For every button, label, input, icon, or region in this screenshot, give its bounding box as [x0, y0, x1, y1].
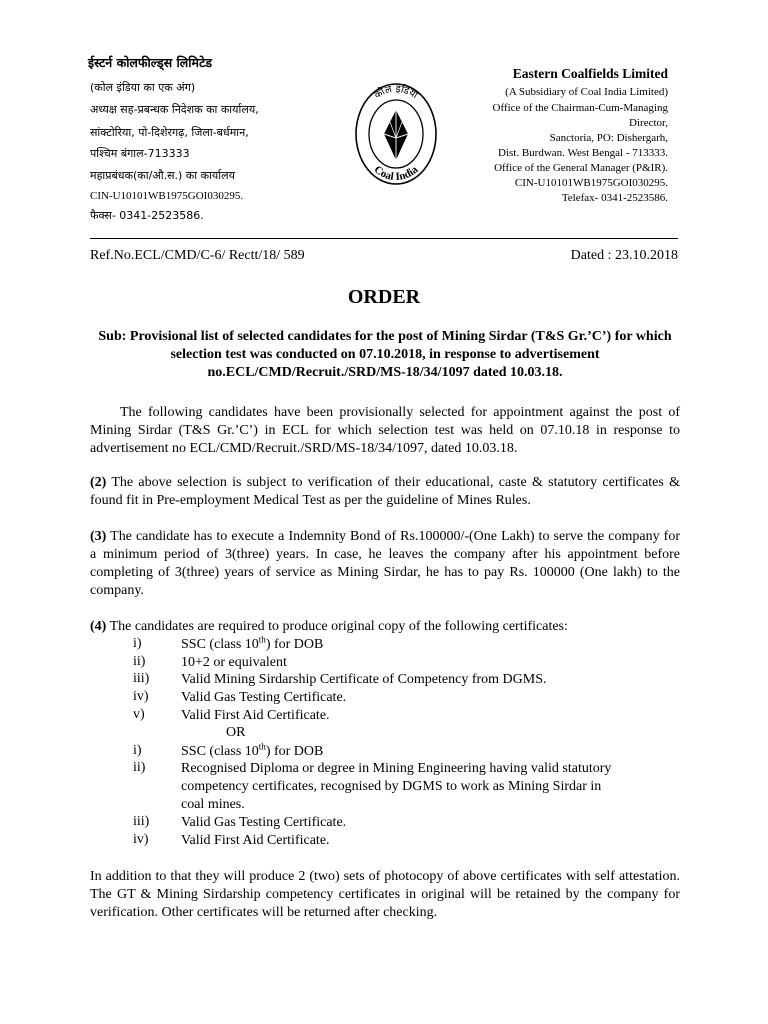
english-cin: CIN-U10101WB1975GOI030295. [514, 177, 668, 189]
english-company-name: Eastern Coalfields Limited [512, 66, 668, 81]
paragraph-3-number: (3) [90, 529, 107, 544]
paragraph-4 [90, 618, 680, 636]
list-item: Valid First Aid Certificate. [181, 833, 330, 848]
list-item-number: iv) [133, 689, 149, 704]
list-item-number: ii) [133, 654, 146, 669]
paragraph-1: The following candidates have been provisionally selected for appointment against the post of Mining Sirdar (T&S Gr.’C’) in ECL for which selection test was held on 07.10.18 in response to advertisement no ECL/CMD/Recruit./SRD/MS-18/34/1097, dated 10.03.18. [90, 405, 680, 456]
paragraph-5: In addition to that they will produce 2 (two) sets of photocopy of above certificates with self attestation. The GT & Mining Sirdarship competency certificates in original will be retained by the company for verification. Other certificates will be returned after checking. [90, 869, 680, 920]
list-item-number: i) [133, 636, 142, 651]
paragraph-2-text: The above selection is subject to verification of their educational, caste & statutory certificates & found fit in Pre-employment Medical Test as per the guideline of Mines Rules. [90, 475, 680, 508]
list-item-number: ii) [133, 760, 146, 775]
paragraph-2 [90, 474, 680, 510]
date: Dated : 23.10.2018 [570, 248, 678, 263]
logo-top-text: कोल इंडिया [372, 83, 420, 102]
hindi-address-line: सांक्टोरिया, पो-दिशेरगढ़, जिला-बर्धमान, [90, 126, 249, 139]
list-item: Valid Gas Testing Certificate. [181, 690, 347, 705]
paragraph-4-text: The candidates are required to produce original copy of the following certificates: [106, 619, 568, 634]
list-item-number: v) [133, 707, 145, 722]
hindi-cin: CIN-U10101WB1975GOI030295. [90, 190, 244, 202]
list-item: Valid Mining Sirdarship Certificate of Competency from DGMS. [181, 672, 547, 687]
list-item-number: i) [133, 743, 142, 758]
hindi-state-line: पश्चिम बंगाल-713333 [90, 147, 190, 160]
english-telefax: Telefax- 0341-2523586. [561, 192, 668, 204]
paragraph-3-text: The candidate has to execute a Indemnity Bond of Rs.100000/-(One Lakh) to serve the company for a minimum period of 3(three) years. In case, he leaves the company after his appointment before completing of 3(three) years of service as Mining Sirdar, he has to pay Rs. 100000 (One lakh) to the company. [90, 529, 680, 598]
list-item: Valid Gas Testing Certificate. [181, 815, 347, 830]
list-item-number: iv) [133, 832, 149, 847]
hindi-fax: फैक्स- 0341-2523586. [90, 209, 204, 222]
paragraph-2-number: (2) [90, 475, 107, 490]
english-gm-office-line: Office of the General Manager (P&IR). [494, 162, 668, 174]
list-item: Recognised Diploma or degree in Mining Engineering having valid statutory competency certificates, recognised by DGMS to work as Mining Sirdar in coal mines. [181, 761, 612, 812]
coal-india-logo [350, 74, 442, 192]
english-subsidiary-line: (A Subsidiary of Coal India Limited) [505, 86, 668, 98]
english-office-line: Office of the Chairman-Cum-Managing [492, 102, 668, 114]
paragraph-3 [90, 528, 680, 600]
subject: Sub: Provisional list of selected candidates for the post of Mining Sirdar (T&S Gr.’C’) for which selection test was conducted on 07.10.2018, in response to advertisement no.ECL/CMD/Recruit./SRD/MS-18/34/1097 dated 10.03.18. [98, 329, 672, 380]
hindi-gm-office-line: महाप्रबंधक(का/औ.स.) का कार्यालय [90, 169, 235, 182]
reference-number: Ref.No.ECL/CMD/C-6/ Rectt/18/ 589 [90, 248, 305, 263]
english-district-line: Dist. Burdwan. West Bengal - 713333. [497, 147, 668, 159]
list-item: 10+2 or equivalent [181, 655, 287, 670]
hindi-office-line: अध्यक्ष सह-प्रबन्धक निदेशक का कार्यालय, [90, 103, 259, 116]
list-item: Valid First Aid Certificate. [181, 708, 330, 723]
english-director-line: Director, [629, 117, 668, 129]
or-separator: OR [226, 725, 246, 740]
logo-bottom-text: Coal India [371, 163, 421, 184]
svg-text:कोल इंडिया [372, 83, 420, 102]
list-item: SSC (class 10th) for DOB [181, 634, 324, 652]
english-address-line: Sanctoria, PO: Dishergarh, [549, 132, 668, 144]
list-item-number: iii) [133, 814, 150, 829]
header-divider [90, 238, 678, 239]
hindi-company-name: ईस्टर्न कोलफील्ड्स लिमिटेड [88, 55, 212, 70]
list-item: SSC (class 10th) for DOB [181, 741, 324, 759]
paragraph-4-number: (4) [90, 619, 107, 634]
hindi-subsidiary-line: (कोल इंडिया का एक अंग) [90, 81, 196, 94]
page-title: ORDER [347, 286, 421, 308]
list-item-number: iii) [133, 671, 150, 686]
